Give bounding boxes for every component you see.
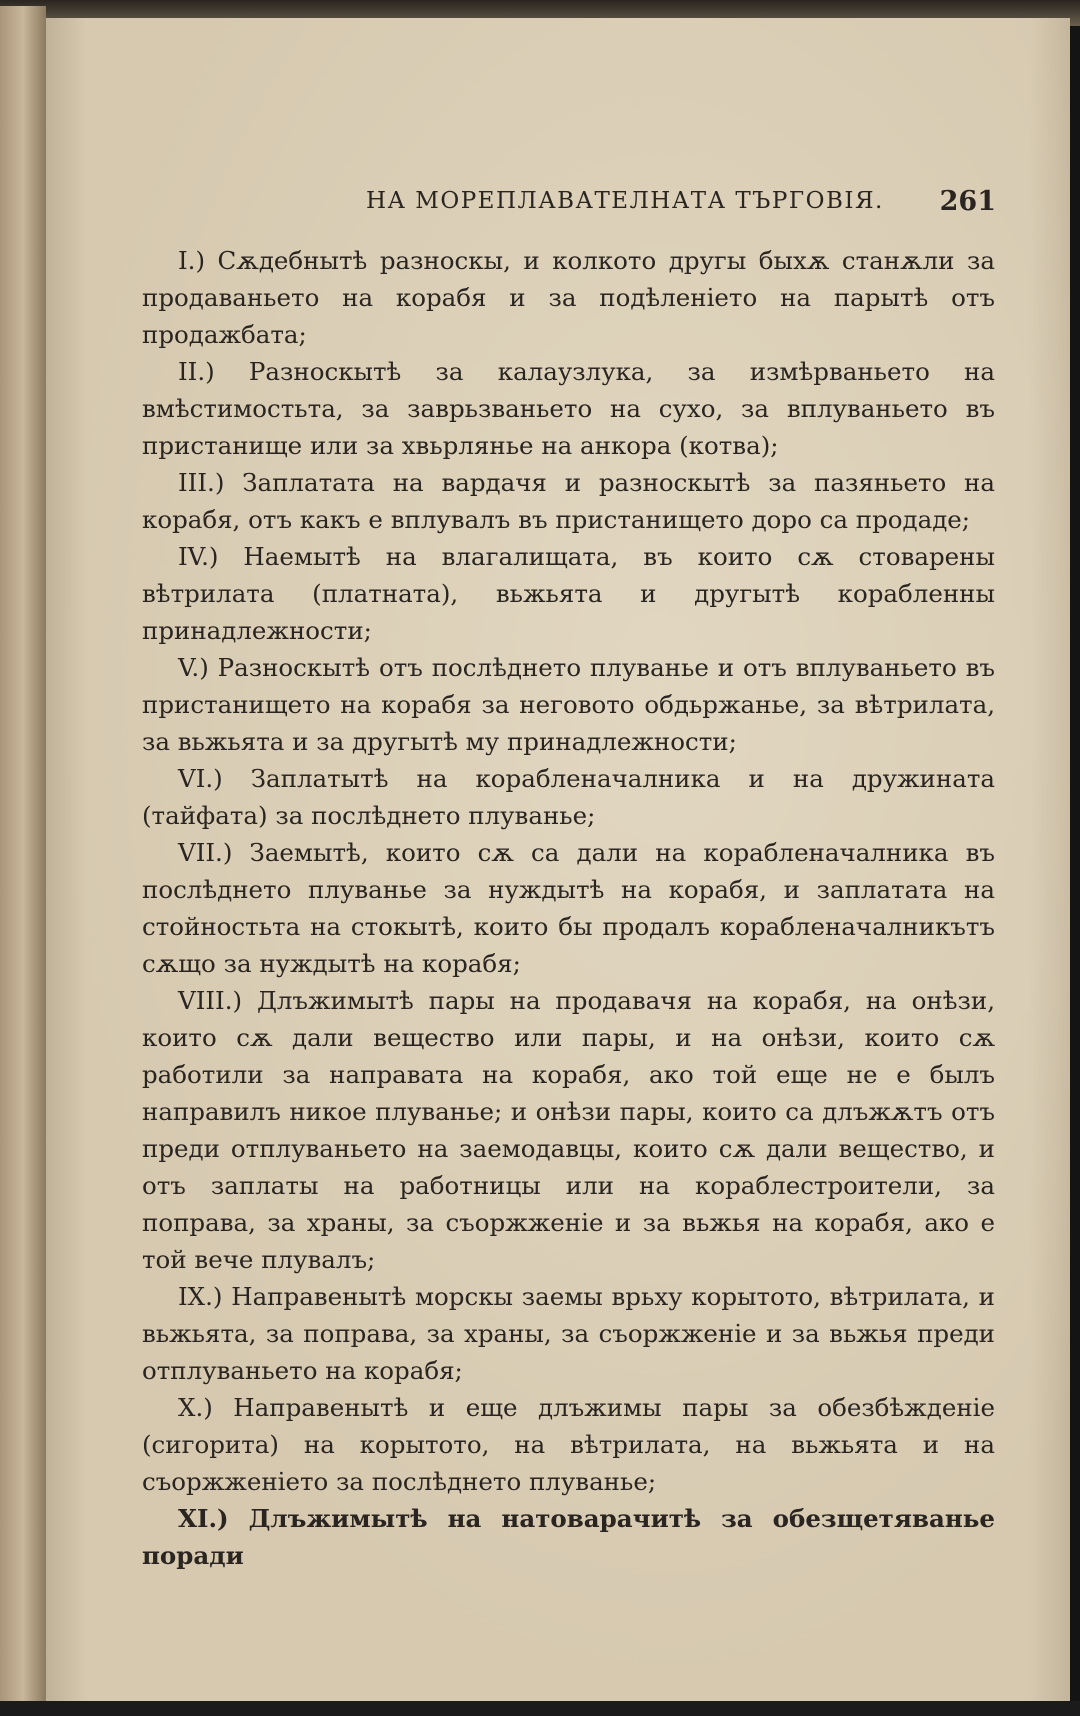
facing-page-edge [0,6,46,1701]
paragraph-iii: III.) Заплатата на вардачя и разноскытѣ за пазяньето на корабя, отъ какъ е вплувалъ въ пристанището доро са продаде; [142,468,995,534]
body-text [142,242,995,1574]
paragraph-vii: VII.) Заемытѣ, които сѫ са дали на корабленачалника въ послѣднето плуванье за нуждытѣ на корабя, и заплатата на стойностьта на стокытѣ, които бы продалъ корабленачалникътъ сѫщо за нуждытѣ на корабя; [142,838,995,978]
paragraph-iv: IV.) Наемытѣ на влагалищата, въ които сѫ стоварены вѣтрилата (платната), вьжьята и другытѣ корабленны принадлежности; [142,542,995,645]
paragraph-viii: VIII.) Длъжимытѣ пары на продавачя на корабя, на онѣзи, които сѫ дали вещество или пары, и на онѣзи, които сѫ работили за направата на корабя, ако той еще не е былъ направилъ никое плуванье; и онѣзи пары, които са длъжѫтъ отъ преди отплуваньето на заемодавцы, които сѫ дали вещество, и отъ заплаты на работницы или на кораблестроители, за поправа, за храны, за съоржженіе и за вьжья на корабя, ако е той вече плувалъ; [142,986,995,1274]
scan-bottom-edge [0,1701,1080,1716]
paragraph-ii: II.) Разноскытѣ за калаузлука, за измѣрваньето на вмѣстимостьта, за заврьзваньето на сухо, за вплуваньето въ пристанище или за хвьрлянье на анкора (котва); [142,357,995,460]
book-page [46,18,1070,1701]
page-number: 261 [939,186,996,217]
page-header [366,178,996,230]
paragraph-v: V.) Разноскытѣ отъ послѣднето плуванье и отъ вплуваньето въ пристанището на корабя за неговото обдьржанье, за вѣтрилата, за вьжьята и за другытѣ му принадлежности; [142,653,995,756]
paragraph-ix: IX.) Направенытѣ морскы заемы врьху корытото, вѣтрилата, и вьжьята, за поправа, за храны, за съоржженіе и за вьжья преди отплуваньето на корабя; [142,1282,995,1385]
running-title: НА МОРЕПЛАВАТЕЛНАТА ТЪРГОВІЯ. [366,188,884,214]
paragraph-xi: XI.) Длъжимытѣ на натоварачитѣ за обезщетяванье поради [142,1504,995,1570]
paragraph-vi: VI.) Заплатытѣ на корабленачалника и на дружината (тайфата) за послѣднето плуванье; [142,764,995,830]
paragraph-i: I.) Сѫдебнытѣ разноскы, и колкото другы быхѫ станѫли за продаваньето на корабя и за подѣленіето на парытѣ отъ продажбата; [142,246,995,349]
paragraph-x: X.) Направенытѣ и еще длъжимы пары за обезбѣжденіе (сигорита) на корытото, на вѣтрилата, на вьжьята и на съоржженіето за послѣднето плуванье; [142,1393,995,1496]
